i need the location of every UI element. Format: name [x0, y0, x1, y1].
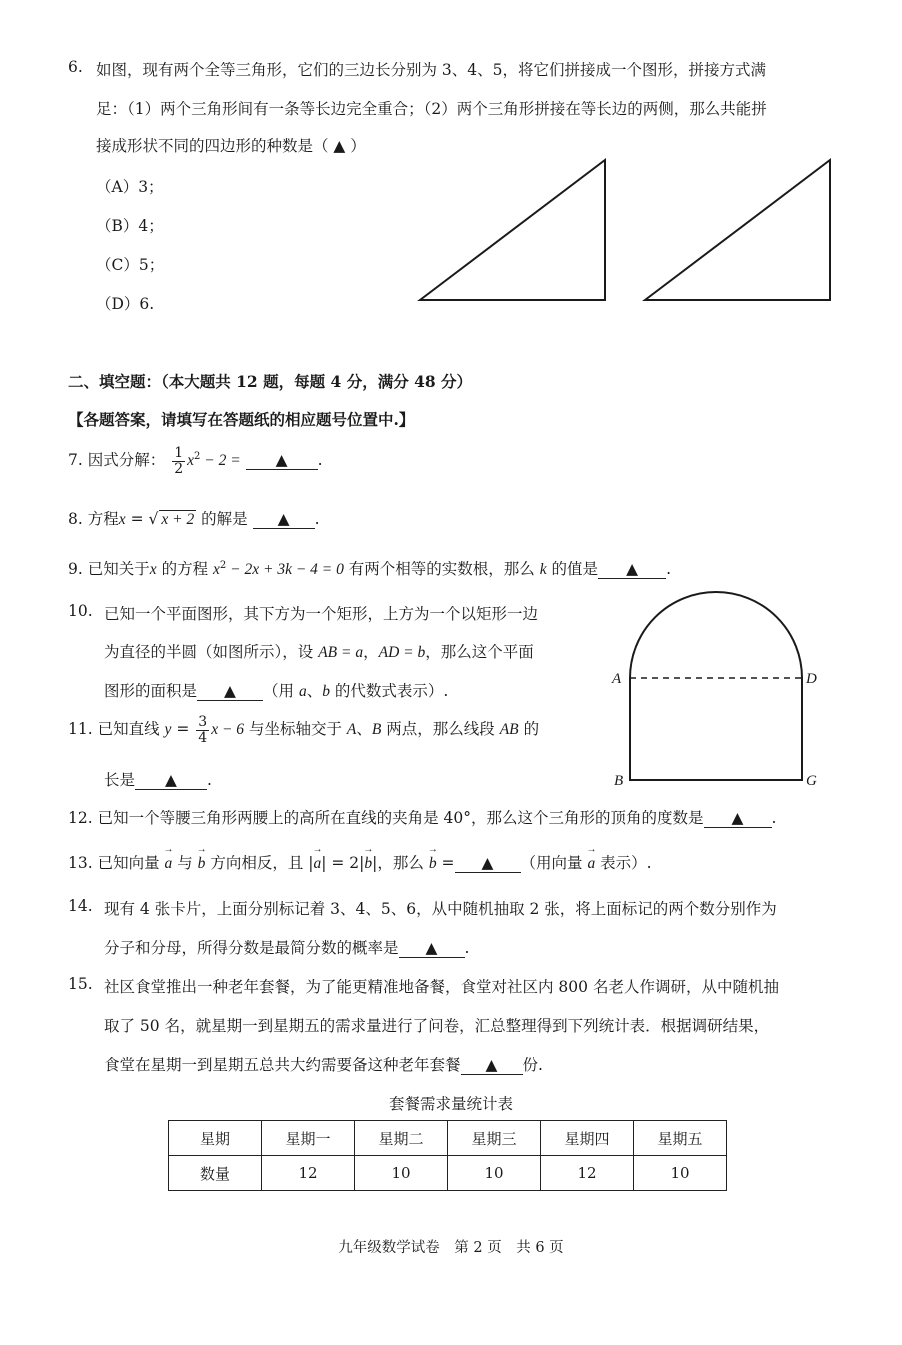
q9-exp: 2 — [219, 559, 227, 571]
q6-line1: 如图，现有两个全等三角形，它们的三边长分别为 3、4、5，将它们拼接成一个图形，拼接方式满 — [96, 61, 767, 79]
q13-paren: （用向量 — [520, 854, 588, 872]
table-cell: 12 — [262, 1156, 355, 1191]
q9-mid3: 的值是 — [546, 560, 599, 578]
q7-end: . — [317, 451, 323, 470]
q10-ad: AD = b — [378, 644, 426, 661]
label-g: G — [806, 773, 817, 789]
q7-x: x — [187, 452, 194, 470]
q11-mid2: 两点，那么线段 — [381, 720, 500, 739]
table-header-cell: 星期 — [169, 1121, 262, 1156]
q11-mid: 与坐标轴交于 — [244, 720, 347, 739]
table-header-cell: 星期二 — [355, 1121, 448, 1156]
q12-text: 已知一个等腰三角形两腰上的高所在直线的夹角是 40°，那么这个三角形的顶角的度数是 — [97, 809, 704, 827]
q10-line2b: ，那么这个平面 — [425, 643, 534, 661]
q11-line1 — [68, 715, 539, 745]
q15-line3-text: 食堂在星期一到星期五总共大约需要备这种老年套餐 — [104, 1056, 461, 1074]
q11-fraction — [196, 715, 209, 745]
q13-vec-a2: → a — [587, 855, 595, 873]
q14-number: 14. — [68, 897, 93, 915]
q12 — [68, 806, 776, 828]
q9-prefix: 已知关于 — [87, 560, 150, 578]
q9-number: 9. — [68, 560, 83, 578]
q6-line2: 足：（1）两个三角形间有一条等长边完全重合；（2）两个三角形拼接在等长边的两侧，那么共能拼 — [96, 100, 767, 118]
q7-fraction-den: 2 — [174, 460, 184, 477]
q10-line3b: （用 — [263, 682, 299, 700]
q13-vec-b2: → b — [429, 855, 437, 873]
q10-line3a: 图形的面积是 — [104, 682, 198, 700]
q10-line3c: 的代数式表示）. — [329, 682, 449, 700]
q9-end: . — [666, 560, 671, 578]
q10-b: b — [322, 683, 330, 700]
q10-line1: 已知一个平面图形，其下方为一个矩形，上方为一个以矩形一边 — [104, 605, 539, 623]
q7-prefix: 因式分解： — [87, 451, 166, 470]
q11-number: 11. — [68, 720, 93, 739]
q9-mid1: 的方程 — [156, 560, 213, 578]
table-header-cell: 星期一 — [262, 1121, 355, 1156]
q15-answer-blank: ▲ — [461, 1057, 523, 1075]
table-header-cell: 星期四 — [541, 1121, 634, 1156]
q13-mid3: ，那么 — [377, 854, 429, 872]
q7 — [68, 446, 323, 476]
q11-line2 — [104, 768, 212, 790]
q13-eq2: = — [436, 854, 455, 872]
q11-line2-text: 长是 — [104, 771, 136, 789]
q14-line2-text: 分子和分母，所得分数是最简分数的概率是 — [104, 939, 399, 957]
q14-answer-blank: ▲ — [399, 940, 465, 958]
table-cell: 数量 — [169, 1156, 262, 1191]
semicircle-arc — [630, 592, 802, 678]
q6-option-b: （B）4； — [96, 217, 164, 235]
q6-option-d: （D）6. — [96, 295, 155, 313]
q13-prefix: 已知向量 — [97, 854, 165, 872]
q11-end: . — [207, 771, 212, 789]
q13-vec-a: → a — [165, 855, 173, 873]
q6-triangles-figure — [410, 150, 850, 310]
q9-expr-rest: − 2x + 3k − 4 = 0 — [226, 561, 344, 578]
q8-sqrt: x + 2 — [161, 511, 195, 528]
q15-line1: 社区食堂推出一种老年套餐，为了能更精准地备餐，食堂对社区内 800 名老人作调研，从中随机抽 — [104, 978, 779, 996]
q10-a: a — [298, 683, 307, 700]
q7-answer-blank: ▲ — [246, 452, 318, 470]
q9-expr: x — [213, 561, 220, 578]
label-b: B — [614, 773, 624, 789]
q10-sep: ， — [363, 643, 379, 661]
q10-figure — [605, 590, 825, 800]
q9-answer-blank: ▲ — [598, 561, 666, 579]
q14-line1: 现有 4 张卡片，上面分别标记着 3、4、5、6，从中随机抽取 2 张，将上面标记的两个数分别作为 — [104, 900, 777, 918]
q11-fraction-num: 3 — [198, 714, 208, 730]
q15-end: 份. — [522, 1056, 543, 1074]
q9 — [68, 557, 671, 579]
q13-abs-a: → a — [313, 855, 321, 873]
q11-prefix: 已知直线 — [97, 720, 165, 739]
q15-line3 — [104, 1053, 543, 1075]
q9-x: x — [149, 561, 157, 578]
q15-number: 15. — [68, 975, 93, 993]
q11-ab: AB — [499, 721, 519, 739]
table-row — [169, 1156, 727, 1191]
q8-lhs: x — [118, 511, 126, 528]
q14-end: . — [464, 939, 470, 957]
q15-line2: 取了 50 名，就星期一到星期五的需求量进行了问卷，汇总整理得到下列统计表．根据调研结果， — [104, 1017, 770, 1035]
triangle-left — [420, 160, 605, 300]
table-cell: 10 — [355, 1156, 448, 1191]
q8: 8. 方程x = √ x + 2 的解是 ▲ . — [68, 510, 320, 528]
q8-end: . — [314, 510, 320, 528]
q7-fraction — [172, 446, 185, 476]
q13-eq: = 2 — [326, 854, 360, 872]
q8-eq: = — [125, 510, 149, 528]
table-cell: 10 — [634, 1156, 727, 1191]
q10-line3 — [104, 679, 448, 701]
page-footer: 九年级数学试卷 第 2 页 共 6 页 — [338, 1240, 564, 1256]
q13-number: 13. — [68, 854, 93, 872]
triangle-right — [645, 160, 830, 300]
q10-ab: AB = a — [318, 644, 364, 661]
q11-b: B — [371, 721, 382, 739]
q11-rest: x − 6 — [211, 721, 245, 739]
q11-answer-blank: ▲ — [135, 772, 207, 790]
q11-eq: = — [171, 720, 195, 739]
q8-prefix: 方程 — [87, 510, 119, 528]
q13-answer-blank: ▲ — [455, 855, 521, 873]
label-a: A — [612, 671, 622, 687]
q11-end1: 的 — [518, 720, 540, 739]
q7-number: 7. — [68, 451, 83, 470]
section2-title: 二、填空题：（本大题共 12 题，每题 4 分，满分 48 分） — [68, 372, 473, 391]
q10-number: 10. — [68, 602, 93, 620]
q6-option-c: （C）5； — [96, 256, 165, 274]
q6-option-a: （A）3； — [96, 178, 164, 196]
q13-abs-b: → b — [364, 855, 372, 873]
q12-answer-blank: ▲ — [704, 810, 772, 828]
q14-line2 — [104, 936, 469, 958]
q9-mid2: 有两个相等的实数根，那么 — [343, 560, 540, 578]
rectangle-sides — [630, 678, 802, 780]
q8-answer-blank: ▲ — [253, 511, 315, 529]
table-header-cell: 星期三 — [448, 1121, 541, 1156]
q7-exp: 2 — [194, 451, 201, 463]
q13: 13. 已知向量 → a 与 → b 方向相反，且 |→ a| = 2|→ b|，那么 → b = ▲ （用向量 → a 表示）. — [68, 851, 652, 873]
q13-paren-end: 表示）. — [595, 854, 652, 872]
q9-k: k — [539, 561, 547, 578]
q11-sep: 、 — [356, 720, 372, 739]
table-header-cell: 星期五 — [634, 1121, 727, 1156]
q10-line2a: 为直径的半圆（如图所示），设 — [104, 643, 319, 661]
q11-y: y — [164, 721, 172, 739]
q12-number: 12. — [68, 809, 93, 827]
q6-line3: 接成形状不同的四边形的种数是（ ▲ ） — [96, 137, 366, 155]
table-cell: 12 — [541, 1156, 634, 1191]
q13-mid2: 方向相反，且 — [205, 854, 309, 872]
q12-end: . — [771, 809, 777, 827]
q13-vec-b: → b — [198, 855, 206, 873]
q11-a: A — [346, 721, 357, 739]
q7-rest: − 2 = — [200, 452, 241, 470]
q10-answer-blank: ▲ — [197, 683, 263, 701]
q10-comma: 、 — [306, 682, 323, 700]
q8-mid: 的解是 — [196, 510, 248, 528]
q6-number: 6. — [68, 58, 83, 76]
q13-mid: 与 — [172, 854, 198, 872]
table-title: 套餐需求量统计表 — [388, 1095, 513, 1113]
q10-line2 — [104, 640, 534, 662]
section2-note: 【各题答案，请填写在答题纸的相应题号位置中.】 — [68, 410, 415, 429]
demand-table — [168, 1120, 727, 1191]
q8-number: 8. — [68, 510, 83, 528]
table-cell: 10 — [448, 1156, 541, 1191]
q7-fraction-num: 1 — [174, 445, 184, 461]
table-header-row — [169, 1121, 727, 1156]
label-d: D — [806, 671, 817, 687]
q11-fraction-den: 4 — [198, 729, 208, 746]
